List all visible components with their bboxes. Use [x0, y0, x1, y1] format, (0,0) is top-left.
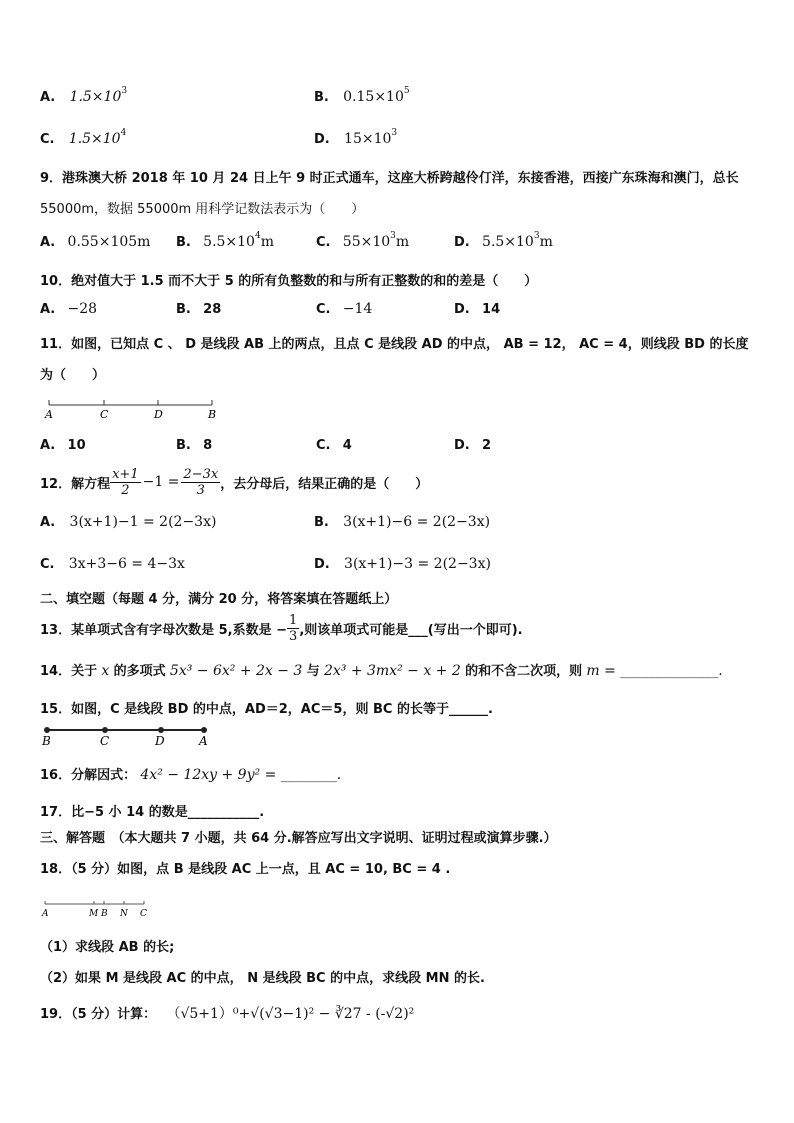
variable: x [101, 663, 110, 679]
expression: 4x² − 12xy + 9y² = ________. [140, 767, 342, 783]
q8-option-c [40, 128, 127, 147]
option-text: 0.55×105m [67, 234, 151, 250]
q8-option-d [314, 128, 398, 147]
q11-stem-line2: 为（ ） [40, 368, 106, 383]
unit: m [395, 234, 410, 250]
section-2-heading: 二、填空题（每题 4 分，满分 20 分，将答案填在答题纸上） [40, 592, 398, 607]
expression: （√5+1）⁰+√(√3−1)² − ∛27 - (-√2)² [166, 1006, 415, 1022]
q8-option-a [40, 86, 128, 105]
q18-part1: （1）求线段 AB 的长; [40, 940, 175, 955]
denominator: 3 [289, 628, 298, 644]
option-text: 1.5×10 [68, 131, 121, 147]
option-text: 28 [203, 302, 222, 317]
point-label-c: C [100, 734, 110, 748]
option-text: 3x+3−6 = 4−3x [68, 556, 185, 572]
q9-option-a [40, 234, 150, 250]
q19-stem [40, 1003, 414, 1023]
equation-middle: −1 = [142, 474, 180, 490]
q11-segment-figure [40, 396, 230, 426]
q9-stem-line2: 55000m，数据 55000m 用科学记数法表示为（ ） [40, 202, 365, 217]
option-text: 10 [67, 438, 86, 453]
point-label-d: D [154, 408, 163, 421]
q12-option-a [40, 514, 216, 530]
option-text: 15×10 [344, 131, 392, 147]
option-text: 3(x+1)−6 = 2(2−3x) [343, 514, 491, 530]
exponent: 4 [254, 231, 261, 241]
q12-option-c [40, 556, 185, 572]
point-label-a: A [199, 734, 208, 748]
q9-option-b [176, 231, 274, 250]
denominator: 2 [121, 482, 130, 498]
option-text: 14 [482, 302, 501, 317]
option-text: 5.5×10 [203, 234, 255, 250]
polynomial-1: 5x³ − 6x² + 2x − 3 [169, 663, 303, 679]
point-label-c: C [100, 408, 109, 421]
q12-stem [40, 462, 428, 502]
option-label: A. [40, 302, 56, 317]
exponent: 5 [403, 86, 410, 96]
coefficient-fraction [287, 613, 299, 644]
stem-prefix: 19．（5 分）计算： [40, 1007, 157, 1022]
answer-blank: m = ______________. [586, 663, 723, 679]
stem-suffix: ，去分母后，结果正确的是（ ） [220, 476, 429, 492]
stem-prefix: 12．解方程 [40, 476, 111, 492]
option-label: D. [314, 557, 330, 572]
exponent: 3 [533, 231, 540, 241]
point-label-m: M [89, 909, 99, 919]
q11-option-d [454, 437, 491, 453]
q18-part2: （2）如果 M 是线段 AC 的中点， N 是线段 BC 的中点，求线段 MN 的长. [40, 971, 485, 986]
option-label: A. [40, 90, 56, 105]
option-text: 4 [342, 438, 352, 453]
option-label: A. [40, 515, 56, 530]
point-label-b: B [101, 909, 108, 919]
unit: m [539, 234, 553, 250]
stem-prefix: 16．分解因式： [40, 768, 137, 783]
numerator: 2−3x [183, 466, 219, 482]
q12-option-d [314, 556, 491, 572]
q15-segment-figure [40, 722, 220, 748]
option-label: B. [314, 90, 329, 105]
stem-text: 14．关于 [40, 664, 98, 679]
stem-prefix: 13．某单项式含有字母次数是 5,系数是 − [40, 622, 288, 638]
option-text: 2 [482, 438, 492, 453]
numerator: 1 [289, 612, 298, 628]
q18-segment-figure [40, 898, 160, 922]
option-text: 1.5×10 [69, 89, 122, 105]
q13-stem [40, 608, 523, 648]
q18-stem: 18．（5 分）如图，点 B 是线段 AC 上一点，且 AC = 10, BC = 4 . [40, 862, 451, 877]
option-text: −14 [342, 301, 373, 317]
unit: m [260, 234, 274, 250]
denominator: 3 [196, 482, 205, 498]
q10-option-d [454, 301, 500, 317]
exponent: 4 [120, 128, 127, 138]
option-label: D. [454, 302, 470, 317]
fraction-1 [110, 467, 141, 498]
q17-stem: 17．比−5 小 14 的数是___________. [40, 805, 265, 820]
exponent: 3 [121, 86, 128, 96]
point-label-a: A [45, 408, 53, 421]
q10-option-c [316, 301, 372, 317]
point-label-b: B [42, 734, 51, 748]
section-3-heading: 三、解答题 （本大题共 7 小题，共 64 分.解答应写出文字说明、证明过程或演算步骤.） [40, 831, 557, 846]
q9-option-c [316, 231, 410, 250]
option-text: 3(x+1)−1 = 2(2−3x) [69, 514, 217, 530]
point-label-b: B [208, 408, 217, 421]
option-label: C. [316, 302, 331, 317]
q9-stem-line1: 9．港珠澳大桥 2018 年 10 月 24 日上午 9 时正式通车，这座大桥跨越伶仃洋，东接香港，西接广东珠海和澳门，总长 [40, 171, 739, 186]
option-label: D. [454, 438, 470, 453]
point-label-d: D [155, 734, 165, 748]
option-text: 55×10 [342, 234, 391, 250]
stem-text: 的和不含二次项，则 [465, 664, 583, 679]
stem-suffix: ,则该单项式可能是___(写出一个即可). [299, 622, 523, 638]
option-text: 0.15×10 [343, 89, 404, 105]
point-label-c: C [140, 909, 147, 919]
option-label: B. [176, 235, 191, 250]
option-text: 5.5×10 [482, 234, 534, 250]
q8-option-b [314, 86, 410, 105]
numerator: x+1 [112, 466, 139, 482]
q10-stem: 10．绝对值大于 1.5 而不大于 5 的所有负整数的和与所有正整数的和的差是（ ） [40, 274, 538, 289]
fraction-2 [181, 467, 220, 498]
option-label: B. [176, 302, 191, 317]
exponent: 3 [391, 128, 398, 138]
q16-stem [40, 764, 341, 783]
option-label: C. [40, 132, 55, 147]
option-text: 3(x+1)−3 = 2(2−3x) [344, 556, 491, 572]
option-label: A. [40, 235, 56, 250]
option-label: A. [40, 438, 56, 453]
option-label: B. [176, 438, 191, 453]
polynomial-2: 2x³ + 3mx² − x + 2 [323, 663, 461, 679]
q15-stem: 15．如图，C 是线段 BD 的中点，AD＝2，AC＝5，则 BC 的长等于______. [40, 702, 493, 717]
option-label: D. [314, 132, 330, 147]
exponent: 3 [390, 231, 396, 241]
q14-stem [40, 660, 723, 679]
option-label: C. [40, 557, 55, 572]
point-label-a: A [42, 909, 49, 919]
option-label: D. [454, 235, 470, 250]
option-label: B. [314, 515, 329, 530]
option-text: −28 [67, 301, 98, 317]
q12-option-b [314, 514, 490, 530]
q11-option-a [40, 437, 86, 453]
stem-text: 的多项式 [113, 664, 166, 679]
q9-option-d [454, 231, 553, 250]
q11-stem-line1: 11．如图，已知点 C 、 D 是线段 AB 上的两点，且点 C 是线段 AD 的中点， AB = 12， AC = 4，则线段 BD 的长度 [40, 337, 749, 352]
point-label-n: N [120, 909, 128, 919]
option-text: 8 [203, 438, 213, 453]
q11-option-c [316, 437, 352, 453]
q10-option-a [40, 301, 97, 317]
option-label: C. [316, 235, 331, 250]
q11-option-b [176, 437, 212, 453]
stem-text: 与 [306, 664, 320, 679]
option-label: C. [316, 438, 331, 453]
q10-option-b [176, 301, 221, 317]
